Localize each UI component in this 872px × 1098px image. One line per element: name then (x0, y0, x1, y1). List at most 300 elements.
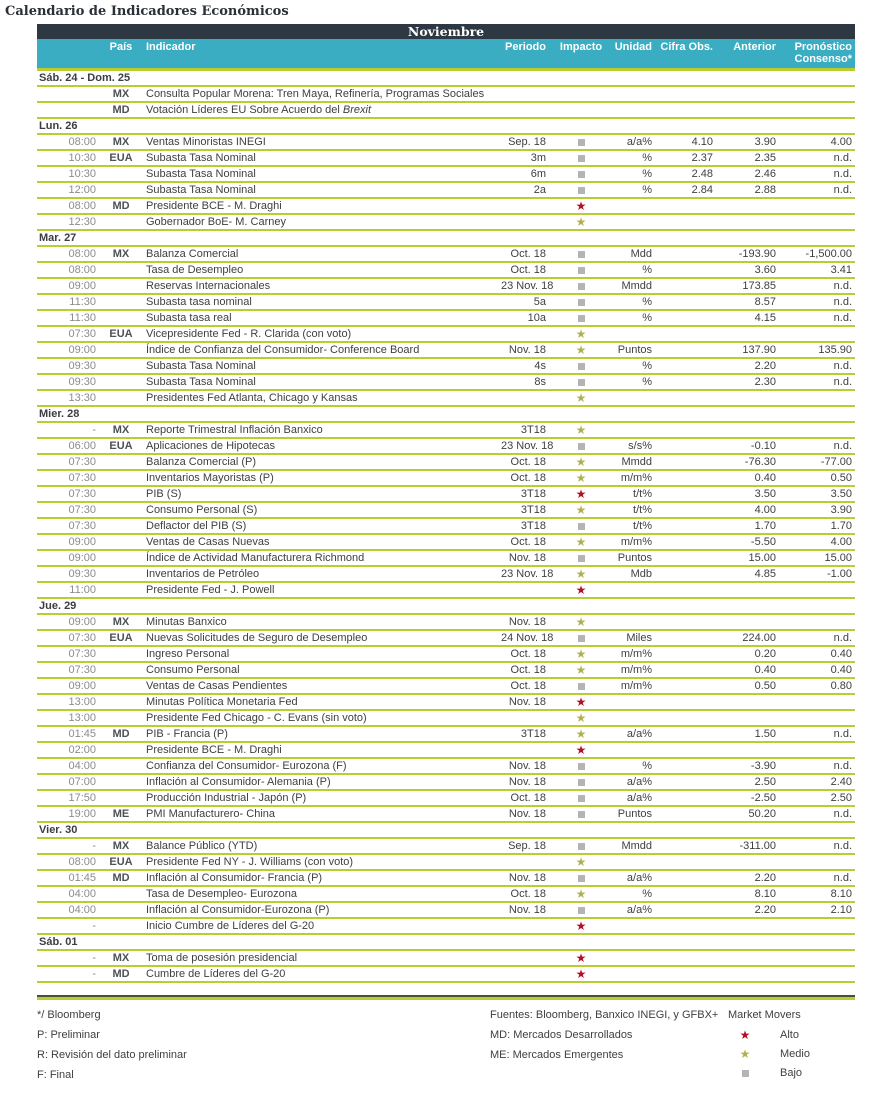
cell-impact (552, 886, 610, 902)
indicator-row (37, 742, 855, 758)
indicator-row (37, 150, 855, 166)
cell-indicator: Cumbre de Líderes del G-20 (142, 966, 500, 982)
indicator-row (37, 678, 855, 694)
cell-unit: m/m% (610, 534, 658, 550)
impact-medio-icon: ★ (575, 663, 587, 678)
cell-observed-figure (658, 390, 719, 406)
cell-previous: 1.70 (719, 518, 782, 534)
cell-country (100, 470, 142, 486)
cell-impact (552, 262, 610, 278)
cell-previous: 2.30 (719, 374, 782, 390)
cell-observed-figure (658, 438, 719, 454)
cell-indicator: Subasta tasa nominal (142, 294, 500, 310)
col-header-anterior: Anterior (719, 39, 782, 70)
cell-period (500, 966, 552, 982)
cell-period: Nov. 18 (500, 774, 552, 790)
impact-bajo-icon (578, 171, 585, 178)
impact-alto-icon: ★ (575, 951, 587, 966)
cell-forecast (782, 950, 855, 966)
cell-forecast: n.d. (782, 166, 855, 182)
cell-period (500, 198, 552, 214)
cell-previous: 4.00 (719, 502, 782, 518)
cell-observed-figure (658, 742, 719, 758)
cell-impact (552, 294, 610, 310)
cell-period: 8s (500, 374, 552, 390)
cell-period: Oct. 18 (500, 534, 552, 550)
indicator-row (37, 342, 855, 358)
cell-previous (719, 326, 782, 342)
cell-impact (552, 358, 610, 374)
cell-indicator: Minutas Política Monetaria Fed (142, 694, 500, 710)
cell-unit: Puntos (610, 342, 658, 358)
cell-indicator: Inflación al Consumidor-Eurozona (P) (142, 902, 500, 918)
cell-unit: Puntos (610, 550, 658, 566)
cell-indicator: Ventas de Casas Pendientes (142, 678, 500, 694)
cell-unit: t/t% (610, 518, 658, 534)
cell-impact (552, 950, 610, 966)
cell-impact (552, 390, 610, 406)
indicator-row (37, 294, 855, 310)
cell-period (500, 742, 552, 758)
cell-time: - (37, 918, 100, 934)
cell-impact (552, 438, 610, 454)
cell-forecast (782, 966, 855, 982)
cell-period: 3m (500, 150, 552, 166)
cell-country (100, 550, 142, 566)
impact-bajo-icon (578, 155, 585, 162)
impact-medio-icon: ★ (575, 423, 587, 438)
cell-impact (552, 646, 610, 662)
cell-indicator: PMI Manufacturero- China (142, 806, 500, 822)
cell-previous: 2.20 (719, 870, 782, 886)
cell-unit (610, 918, 658, 934)
cell-impact (552, 374, 610, 390)
cell-unit: a/a% (610, 870, 658, 886)
indicator-row (37, 950, 855, 966)
cell-country (100, 710, 142, 726)
cell-unit (610, 86, 658, 102)
cell-unit: m/m% (610, 662, 658, 678)
cell-time: 09:00 (37, 678, 100, 694)
cell-observed-figure: 2.48 (658, 166, 719, 182)
cell-forecast: 2.50 (782, 790, 855, 806)
cell-unit: % (610, 166, 658, 182)
date-group-row (37, 70, 855, 87)
cell-country: MX (100, 950, 142, 966)
cell-indicator: Minutas Banxico (142, 614, 500, 630)
cell-time: 02:00 (37, 742, 100, 758)
cell-previous: 2.35 (719, 150, 782, 166)
cell-impact (552, 422, 610, 438)
impact-medio-icon: ★ (575, 391, 587, 406)
cell-country: EUA (100, 326, 142, 342)
cell-unit (610, 198, 658, 214)
cell-impact (552, 838, 610, 854)
cell-indicator: Ventas de Casas Nuevas (142, 534, 500, 550)
cell-observed-figure (658, 214, 719, 230)
cell-impact (552, 662, 610, 678)
cell-country (100, 918, 142, 934)
cell-unit: % (610, 294, 658, 310)
cell-period: Nov. 18 (500, 342, 552, 358)
indicator-row (37, 246, 855, 262)
cell-unit: m/m% (610, 646, 658, 662)
cell-observed-figure (658, 678, 719, 694)
cell-forecast: -1,500.00 (782, 246, 855, 262)
cell-observed-figure (658, 550, 719, 566)
indicator-row (37, 918, 855, 934)
cell-impact (552, 246, 610, 262)
cell-forecast: n.d. (782, 758, 855, 774)
cell-country: ME (100, 806, 142, 822)
cell-indicator: Subasta Tasa Nominal (142, 182, 500, 198)
cell-impact (552, 102, 610, 118)
cell-observed-figure (658, 886, 719, 902)
cell-observed-figure (658, 710, 719, 726)
cell-period (500, 86, 552, 102)
cell-forecast (782, 694, 855, 710)
cell-previous (719, 614, 782, 630)
cell-unit: Mmdd (610, 454, 658, 470)
cell-observed-figure (658, 806, 719, 822)
cell-previous: 15.00 (719, 550, 782, 566)
cell-indicator: Presidente BCE - M. Draghi (142, 198, 500, 214)
cell-impact (552, 566, 610, 582)
date-group-label: Jue. 29 (37, 598, 855, 614)
cell-impact (552, 790, 610, 806)
cell-time: 11:30 (37, 294, 100, 310)
cell-forecast (782, 710, 855, 726)
cell-country: MD (100, 198, 142, 214)
cell-time: 19:00 (37, 806, 100, 822)
cell-country (100, 486, 142, 502)
cell-impact (552, 326, 610, 342)
cell-forecast: n.d. (782, 630, 855, 646)
legend-star-icon: ★ (739, 1047, 751, 1062)
cell-observed-figure (658, 102, 719, 118)
indicator-row (37, 454, 855, 470)
cell-indicator: Subasta Tasa Nominal (142, 374, 500, 390)
cell-time: 09:30 (37, 358, 100, 374)
cell-time: 12:30 (37, 214, 100, 230)
table-bottom-border-green (37, 997, 855, 1000)
cell-period: Oct. 18 (500, 662, 552, 678)
cell-period: Oct. 18 (500, 246, 552, 262)
impact-medio-icon: ★ (575, 327, 587, 342)
cell-unit: % (610, 150, 658, 166)
cell-period: Oct. 18 (500, 886, 552, 902)
cell-indicator: Vicepresidente Fed - R. Clarida (con voto) (142, 326, 500, 342)
cell-impact (552, 678, 610, 694)
cell-observed-figure (658, 278, 719, 294)
cell-impact (552, 918, 610, 934)
impact-alto-icon: ★ (575, 967, 587, 982)
date-group-label: Vier. 30 (37, 822, 855, 838)
cell-period: 4s (500, 358, 552, 374)
cell-indicator: PIB - Francia (P) (142, 726, 500, 742)
cell-forecast (782, 918, 855, 934)
cell-previous: 3.50 (719, 486, 782, 502)
indicator-row (37, 134, 855, 150)
cell-forecast (782, 614, 855, 630)
cell-country: MX (100, 614, 142, 630)
legend-items (728, 1028, 810, 1085)
cell-previous: -0.10 (719, 438, 782, 454)
cell-forecast: 0.40 (782, 662, 855, 678)
cell-forecast (782, 742, 855, 758)
cell-previous (719, 390, 782, 406)
month-header-row (37, 24, 855, 39)
cell-indicator: Ingreso Personal (142, 646, 500, 662)
cell-period: Nov. 18 (500, 902, 552, 918)
footer-notes (37, 1008, 187, 1088)
cell-impact (552, 86, 610, 102)
cell-unit: Mdd (610, 246, 658, 262)
cell-country (100, 582, 142, 598)
impact-bajo-icon (578, 251, 585, 258)
cell-time: 11:00 (37, 582, 100, 598)
cell-time: 07:30 (37, 454, 100, 470)
cell-time: 04:00 (37, 902, 100, 918)
cell-country (100, 902, 142, 918)
cell-impact (552, 694, 610, 710)
legend-square-icon (728, 1066, 762, 1080)
cell-observed-figure (658, 262, 719, 278)
date-group-row (37, 934, 855, 950)
cell-observed-figure (658, 758, 719, 774)
indicator-row (37, 614, 855, 630)
cell-unit: m/m% (610, 470, 658, 486)
cell-country: EUA (100, 854, 142, 870)
cell-country (100, 694, 142, 710)
cell-period: 2a (500, 182, 552, 198)
cell-observed-figure (658, 902, 719, 918)
cell-forecast (782, 198, 855, 214)
cell-impact (552, 774, 610, 790)
date-group-label: Lun. 26 (37, 118, 855, 134)
col-header-time (37, 39, 100, 70)
cell-observed-figure (658, 454, 719, 470)
cell-unit (610, 422, 658, 438)
cell-time: 13:00 (37, 694, 100, 710)
cell-previous: 0.50 (719, 678, 782, 694)
cell-country: MX (100, 422, 142, 438)
cell-previous (719, 966, 782, 982)
cell-unit: t/t% (610, 502, 658, 518)
cell-forecast (782, 102, 855, 118)
cell-country: MD (100, 726, 142, 742)
cell-indicator: Presidente Fed - J. Powell (142, 582, 500, 598)
cell-previous: 173.85 (719, 278, 782, 294)
cell-period: Nov. 18 (500, 758, 552, 774)
cell-indicator: Balanza Comercial (142, 246, 500, 262)
cell-country (100, 214, 142, 230)
cell-forecast: 135.90 (782, 342, 855, 358)
cell-time: 08:00 (37, 262, 100, 278)
cell-indicator: Índice de Confianza del Consumidor- Conference Board (142, 342, 500, 358)
table-bottom-border-dark (37, 983, 855, 997)
cell-previous (719, 694, 782, 710)
indicator-row (37, 278, 855, 294)
legend-item-medio (728, 1047, 810, 1066)
cell-country: MX (100, 246, 142, 262)
indicator-row (37, 358, 855, 374)
legend-star-icon: ★ (739, 1028, 751, 1043)
cell-time: 04:00 (37, 886, 100, 902)
impact-bajo-icon (578, 139, 585, 146)
cell-previous (719, 854, 782, 870)
cell-previous: 8.57 (719, 294, 782, 310)
cell-time: 04:00 (37, 758, 100, 774)
cell-observed-figure (658, 614, 719, 630)
cell-country: MX (100, 86, 142, 102)
cell-time: 12:00 (37, 182, 100, 198)
cell-forecast: n.d. (782, 870, 855, 886)
indicator-row (37, 838, 855, 854)
cell-indicator: Producción Industrial - Japón (P) (142, 790, 500, 806)
cell-observed-figure (658, 566, 719, 582)
cell-previous: 8.10 (719, 886, 782, 902)
col-header-impacto: Impacto (552, 39, 610, 70)
cell-time (37, 86, 100, 102)
legend-label: Medio (780, 1048, 810, 1061)
indicator-row (37, 694, 855, 710)
date-group-label: Mar. 27 (37, 230, 855, 246)
cell-observed-figure (658, 374, 719, 390)
cell-impact (552, 966, 610, 982)
cell-impact (552, 742, 610, 758)
cell-previous: 137.90 (719, 342, 782, 358)
cell-forecast (782, 422, 855, 438)
cell-previous: -193.90 (719, 246, 782, 262)
cell-impact (552, 470, 610, 486)
footnote-revision: R: Revisión del dato preliminar (37, 1049, 187, 1061)
cell-forecast: n.d. (782, 150, 855, 166)
cell-time: 08:00 (37, 198, 100, 214)
cell-impact (552, 134, 610, 150)
cell-indicator: Votación Líderes EU Sobre Acuerdo del Brexit (142, 102, 500, 118)
cell-indicator: Consumo Personal (S) (142, 502, 500, 518)
cell-unit (610, 854, 658, 870)
date-group-row (37, 822, 855, 838)
cell-forecast: n.d. (782, 438, 855, 454)
cell-impact (552, 278, 610, 294)
cell-forecast (782, 86, 855, 102)
legend-title: Market Movers (728, 1009, 801, 1021)
cell-country (100, 566, 142, 582)
cell-indicator: Aplicaciones de Hipotecas (142, 438, 500, 454)
cell-unit: Mdb (610, 566, 658, 582)
cell-observed-figure (658, 86, 719, 102)
cell-country (100, 662, 142, 678)
cell-country (100, 166, 142, 182)
col-header-pais: País (100, 39, 142, 70)
impact-bajo-icon (578, 875, 585, 882)
cell-indicator: Tasa de Desempleo (142, 262, 500, 278)
impact-bajo-icon (578, 779, 585, 786)
impact-medio-icon: ★ (575, 343, 587, 358)
sources-line: Fuentes: Bloomberg, Banxico INEGI, y GFBX+ (490, 1009, 719, 1021)
impact-bajo-icon (578, 187, 585, 194)
cell-time: 09:00 (37, 614, 100, 630)
cell-unit (610, 710, 658, 726)
cell-unit: % (610, 358, 658, 374)
cell-time: - (37, 966, 100, 982)
cell-forecast: n.d. (782, 310, 855, 326)
cell-period (500, 390, 552, 406)
cell-previous: -5.50 (719, 534, 782, 550)
market-movers-legend (728, 1008, 810, 1085)
cell-impact (552, 726, 610, 742)
legend-label: Bajo (780, 1067, 803, 1080)
cell-forecast (782, 214, 855, 230)
cell-observed-figure (658, 582, 719, 598)
impact-bajo-icon (578, 811, 585, 818)
cell-forecast: 15.00 (782, 550, 855, 566)
cell-impact (552, 342, 610, 358)
cell-country: MD (100, 870, 142, 886)
cell-forecast: n.d. (782, 294, 855, 310)
cell-indicator: Índice de Actividad Manufacturera Richmond (142, 550, 500, 566)
indicator-row (37, 166, 855, 182)
impact-bajo-icon (578, 267, 585, 274)
cell-period (500, 214, 552, 230)
cell-observed-figure (658, 854, 719, 870)
cell-observed-figure (658, 198, 719, 214)
cell-country (100, 390, 142, 406)
impact-bajo-icon (578, 443, 585, 450)
cell-period: Sep. 18 (500, 134, 552, 150)
cell-forecast: n.d. (782, 838, 855, 854)
cell-time: 10:30 (37, 150, 100, 166)
cell-observed-figure (658, 646, 719, 662)
cell-country (100, 278, 142, 294)
cell-forecast: 3.50 (782, 486, 855, 502)
cell-indicator: Consulta Popular Morena: Tren Maya, Refinería, Programas Sociales (142, 86, 500, 102)
impact-alto-icon: ★ (575, 487, 587, 502)
cell-period: 3T18 (500, 726, 552, 742)
indicator-row (37, 390, 855, 406)
cell-time: 07:30 (37, 518, 100, 534)
impact-medio-icon: ★ (575, 567, 587, 582)
cell-country (100, 294, 142, 310)
indicator-row (37, 758, 855, 774)
date-group-label: Sáb. 01 (37, 934, 855, 950)
impact-medio-icon: ★ (575, 887, 587, 902)
cell-unit: a/a% (610, 134, 658, 150)
indicator-row (37, 550, 855, 566)
cell-indicator: Presidentes Fed Atlanta, Chicago y Kansas (142, 390, 500, 406)
cell-observed-figure (658, 534, 719, 550)
cell-country: MD (100, 102, 142, 118)
legend-item-bajo (728, 1066, 810, 1085)
cell-indicator: Inicio Cumbre de Líderes del G-20 (142, 918, 500, 934)
cell-previous (719, 950, 782, 966)
cell-impact (552, 310, 610, 326)
impact-medio-icon: ★ (575, 503, 587, 518)
cell-indicator: Subasta tasa real (142, 310, 500, 326)
cell-previous: -311.00 (719, 838, 782, 854)
impact-alto-icon: ★ (575, 199, 587, 214)
date-group-row (37, 118, 855, 134)
impact-bajo-icon (578, 299, 585, 306)
cell-impact (552, 870, 610, 886)
cell-unit (610, 966, 658, 982)
cell-indicator: Ventas Minoristas INEGI (142, 134, 500, 150)
cell-time: 07:30 (37, 630, 100, 646)
cell-forecast: n.d. (782, 374, 855, 390)
cell-period: 23 Nov. 18 (501, 280, 554, 292)
